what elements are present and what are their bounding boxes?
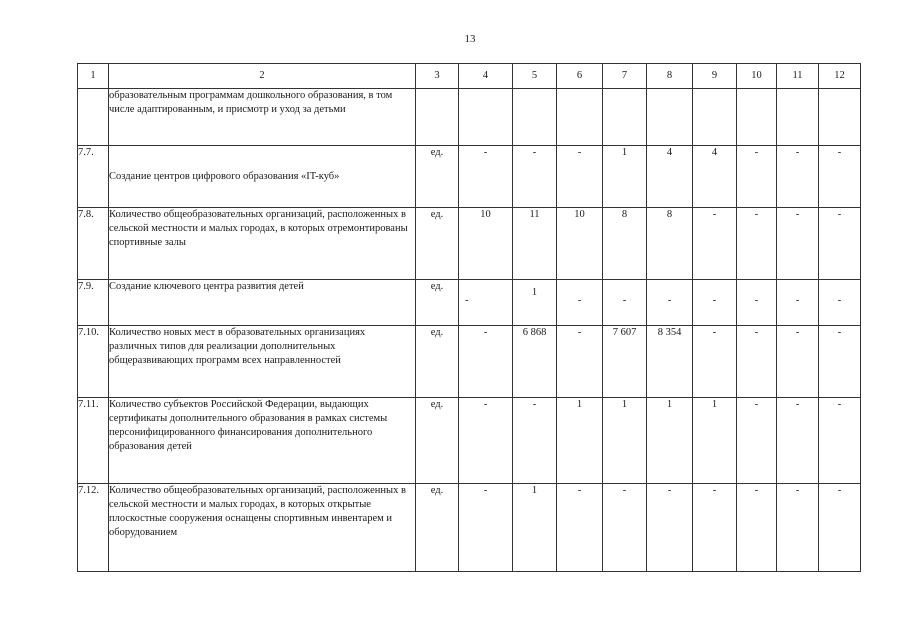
table-row (78, 484, 861, 572)
row-unit: ед. (416, 146, 459, 208)
table-row (78, 208, 861, 280)
header-cell: 7 (603, 64, 647, 89)
row-value: 10 (557, 208, 603, 280)
row-value: 1 (513, 280, 557, 326)
row-value: - (737, 208, 777, 280)
row-description: Создание ключевого центра развития детей (109, 280, 416, 326)
row-value: 4 (693, 146, 737, 208)
row-number: 7.11. (78, 398, 109, 484)
row-unit (416, 89, 459, 146)
row-value: - (777, 280, 819, 326)
row-value: - (459, 146, 513, 208)
row-value: - (603, 484, 647, 572)
table-row (78, 89, 861, 146)
row-number: 7.7. (78, 146, 109, 208)
row-value: - (819, 280, 861, 326)
row-value: - (693, 484, 737, 572)
row-unit: ед. (416, 280, 459, 326)
header-cell: 11 (777, 64, 819, 89)
row-value: - (557, 484, 603, 572)
row-value: - (819, 146, 861, 208)
header-cell: 4 (459, 64, 513, 89)
row-description: Количество общеобразовательных организаций, расположенных в сельской местности и малых городах, в которых отремонтированы спортивные залы (109, 208, 416, 280)
row-unit: ед. (416, 326, 459, 398)
row-value: - (777, 208, 819, 280)
row-description: Создание центров цифрового образования «IT-куб» (109, 146, 416, 208)
row-value: 8 (603, 208, 647, 280)
row-value: - (737, 398, 777, 484)
row-value (819, 89, 861, 146)
header-row (78, 64, 861, 89)
row-value: 1 (693, 398, 737, 484)
row-value: 7 607 (603, 326, 647, 398)
row-number: 7.10. (78, 326, 109, 398)
row-value: - (737, 484, 777, 572)
row-value: - (737, 280, 777, 326)
row-value: - (777, 484, 819, 572)
row-value: 8 (647, 208, 693, 280)
row-value: - (647, 280, 693, 326)
table-row (78, 280, 861, 326)
row-description: Количество субъектов Российской Федерации, выдающих сертификаты дополнительного образования в рамках системы персонифицированного финансирования дополнительного образования детей (109, 398, 416, 484)
row-value: - (603, 280, 647, 326)
row-value: - (819, 398, 861, 484)
row-value (647, 89, 693, 146)
row-value (557, 89, 603, 146)
row-description: Количество общеобразовательных организаций, расположенных в сельской местности и малых городах, в которых открытые плоскостные сооружения оснащены спортивным инвентарем и оборудованием (109, 484, 416, 572)
row-value: - (459, 326, 513, 398)
header-cell: 1 (78, 64, 109, 89)
row-value: 6 868 (513, 326, 557, 398)
row-value: 1 (513, 484, 557, 572)
row-value (693, 89, 737, 146)
row-value: - (647, 484, 693, 572)
row-value: - (777, 398, 819, 484)
row-value: 1 (557, 398, 603, 484)
row-value: - (459, 398, 513, 484)
row-value: - (737, 326, 777, 398)
indicators-table (77, 63, 861, 572)
row-value: - (557, 146, 603, 208)
row-value: 11 (513, 208, 557, 280)
header-cell: 10 (737, 64, 777, 89)
header-cell: 9 (693, 64, 737, 89)
row-value: - (693, 326, 737, 398)
header-cell: 2 (109, 64, 416, 89)
row-value: - (737, 146, 777, 208)
row-unit: ед. (416, 208, 459, 280)
row-value (737, 89, 777, 146)
row-value: - (693, 280, 737, 326)
row-value: 10 (459, 208, 513, 280)
row-description: образовательным программам дошкольного образования, в том числе адаптированным, и присмотр и уход за детьми (109, 89, 416, 146)
row-unit: ед. (416, 398, 459, 484)
row-value: 4 (647, 146, 693, 208)
row-value (603, 89, 647, 146)
table-row (78, 146, 861, 208)
table-row (78, 398, 861, 484)
row-value: - (459, 484, 513, 572)
table-row (78, 326, 861, 398)
page-number: 13 (464, 33, 476, 45)
header-cell: 5 (513, 64, 557, 89)
row-value: - (513, 146, 557, 208)
row-number: 7.8. (78, 208, 109, 280)
row-value: 8 354 (647, 326, 693, 398)
row-value: 1 (603, 398, 647, 484)
row-value: 1 (647, 398, 693, 484)
header-cell: 12 (819, 64, 861, 89)
row-value: - (819, 208, 861, 280)
header-cell: 6 (557, 64, 603, 89)
row-value: 1 (603, 146, 647, 208)
row-value (777, 89, 819, 146)
row-number (78, 89, 109, 146)
row-number: 7.9. (78, 280, 109, 326)
row-value: - (777, 326, 819, 398)
row-value: - (777, 146, 819, 208)
row-number: 7.12. (78, 484, 109, 572)
row-value: - (557, 280, 603, 326)
row-value: - (819, 484, 861, 572)
row-value: - (819, 326, 861, 398)
row-value (459, 89, 513, 146)
row-value (513, 89, 557, 146)
row-value: - (459, 280, 513, 326)
row-value: - (557, 326, 603, 398)
row-value: - (513, 398, 557, 484)
header-cell: 3 (416, 64, 459, 89)
header-cell: 8 (647, 64, 693, 89)
row-value: - (693, 208, 737, 280)
row-unit: ед. (416, 484, 459, 572)
row-description: Количество новых мест в образовательных организациях различных типов для реализации дополнительных общеразвивающих программ всех направленностей (109, 326, 416, 398)
